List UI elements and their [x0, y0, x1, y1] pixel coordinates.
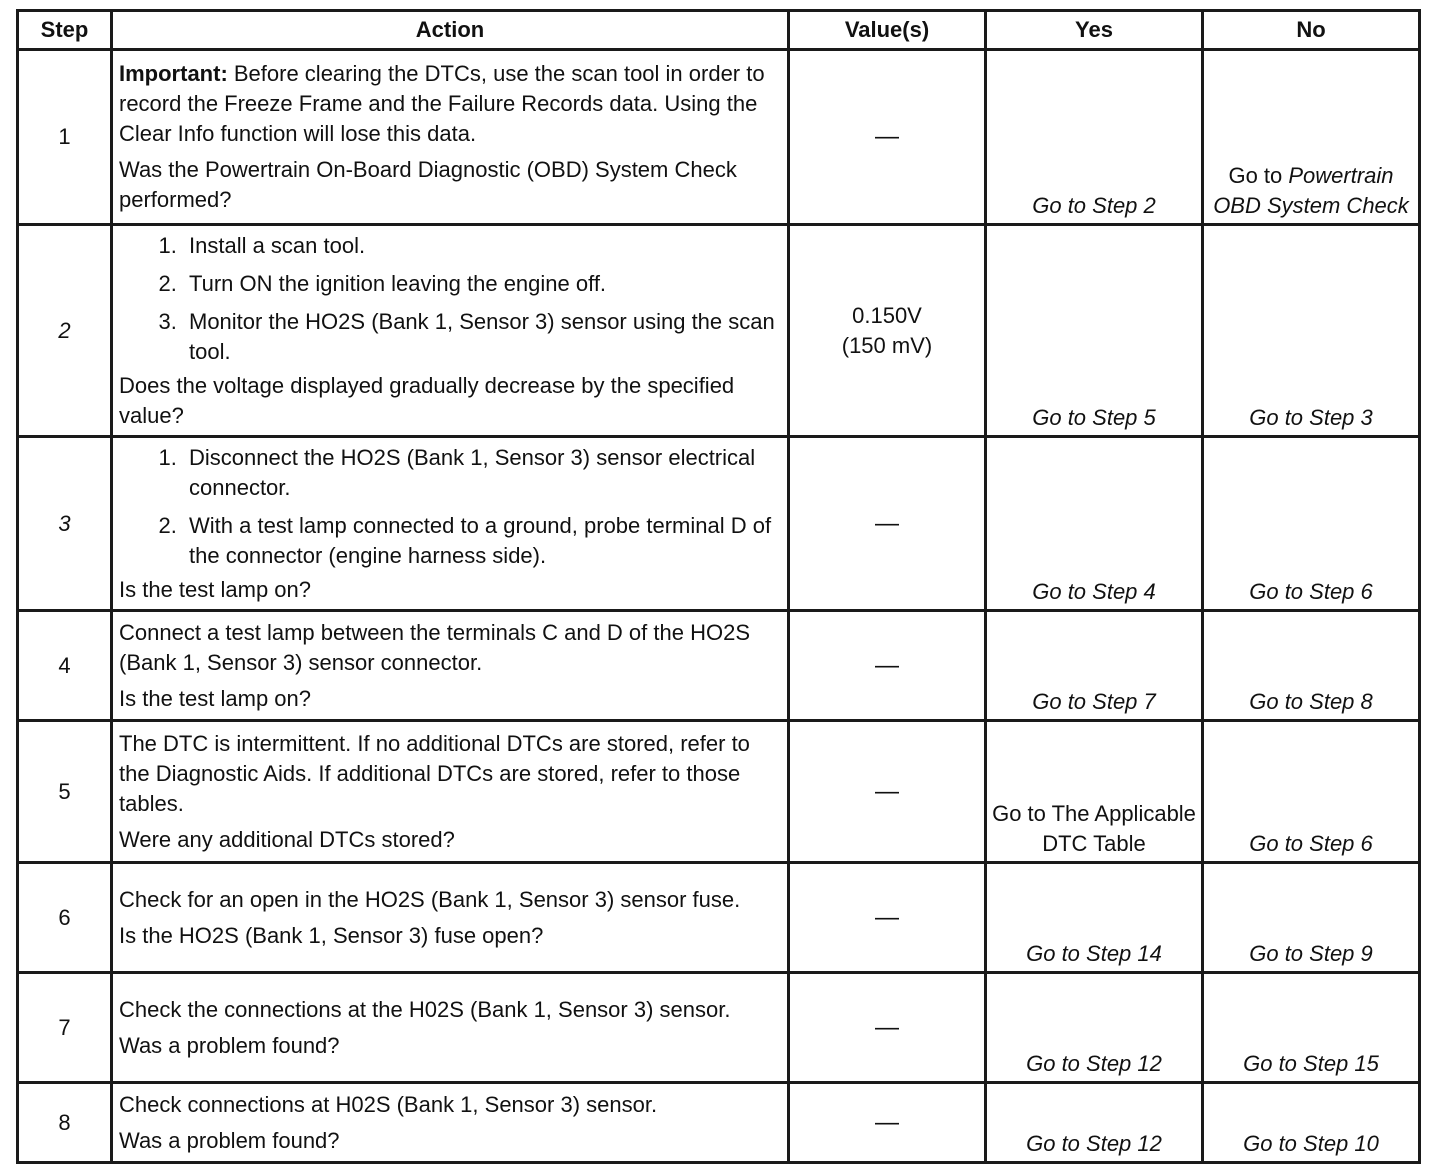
yes-cell[interactable]: Go to Step 12 — [986, 1083, 1203, 1163]
step-number: 3 — [18, 437, 112, 611]
value-cell: — — [789, 50, 986, 225]
action-step-item: 3. Monitor the HO2S (Bank 1, Sensor 3) sensor using the scan tool. — [183, 307, 781, 367]
yes-cell[interactable]: Go to Step 14 — [986, 863, 1203, 973]
step-number: 6 — [18, 863, 112, 973]
no-cell[interactable]: Go to Step 6 — [1203, 721, 1420, 863]
value-cell — [789, 225, 986, 437]
yes-cell[interactable]: Go to Step 7 — [986, 611, 1203, 721]
no-cell[interactable]: Go to Step 15 — [1203, 973, 1420, 1083]
yes-cell[interactable]: Go to Step 2 — [986, 50, 1203, 225]
action-question: Is the test lamp on? — [119, 576, 311, 602]
action-steps — [119, 443, 781, 571]
action-step-item: 2. With a test lamp connected to a ground, probe terminal D of the connector (engine harness side). — [183, 511, 781, 571]
no-cell[interactable] — [1203, 50, 1420, 225]
action-question: Was a problem found? — [119, 1032, 340, 1058]
step-number: 1 — [18, 50, 112, 225]
header-yes: Yes — [986, 11, 1203, 50]
header-values: Value(s) — [789, 11, 986, 50]
no-prefix: Go to — [1228, 163, 1289, 188]
value-volts: 0.150V — [852, 302, 922, 328]
action-step-item: 1. Install a scan tool. — [183, 231, 781, 261]
action-text: Check connections at H02S (Bank 1, Sensor 3) sensor. — [119, 1091, 658, 1117]
yes-cell[interactable]: Go to Step 5 — [986, 225, 1203, 437]
yes-cell[interactable]: Go to The Applicable DTC Table — [986, 721, 1203, 863]
no-cell[interactable]: Go to Step 3 — [1203, 225, 1420, 437]
no-cell[interactable]: Go to Step 6 — [1203, 437, 1420, 611]
action-question: Does the voltage displayed gradually decrease by the specified value? — [119, 372, 735, 428]
action-question: Is the HO2S (Bank 1, Sensor 3) fuse open? — [119, 922, 544, 948]
yes-cell[interactable]: Go to Step 4 — [986, 437, 1203, 611]
action-question: Is the test lamp on? — [119, 685, 311, 711]
table-row — [18, 50, 1420, 225]
action-cell — [112, 225, 789, 437]
table-row — [18, 225, 1420, 437]
action-question: Was a problem found? — [119, 1127, 340, 1153]
action-cell — [112, 721, 789, 863]
value-cell: — — [789, 863, 986, 973]
table-row — [18, 1083, 1420, 1163]
no-cell[interactable]: Go to Step 8 — [1203, 611, 1420, 721]
yes-cell[interactable]: Go to Step 12 — [986, 973, 1203, 1083]
action-cell — [112, 1083, 789, 1163]
table-row — [18, 721, 1420, 863]
action-question: Was the Powertrain On-Board Diagnostic (OBD) System Check performed? — [119, 157, 737, 212]
step-number: 2 — [18, 225, 112, 437]
action-text: Connect a test lamp between the terminals C and D of the HO2S (Bank 1, Sensor 3) sensor connector. — [119, 619, 750, 675]
table-row — [18, 863, 1420, 973]
step-number: 5 — [18, 721, 112, 863]
action-cell — [112, 437, 789, 611]
step-number: 8 — [18, 1083, 112, 1163]
value-millivolts: (150 mV) — [841, 332, 933, 358]
important-label: Important: — [119, 61, 228, 86]
diagnostic-table — [16, 9, 1421, 1164]
action-steps — [119, 231, 781, 367]
value-cell: — — [789, 721, 986, 863]
action-cell — [112, 863, 789, 973]
no-link[interactable]: Powertrain OBD System Check — [1213, 163, 1409, 218]
step-number: 7 — [18, 973, 112, 1083]
table-row — [18, 611, 1420, 721]
action-cell — [112, 50, 789, 225]
table-row — [18, 437, 1420, 611]
important-note — [119, 59, 781, 149]
header-no: No — [1203, 11, 1420, 50]
action-step-item: 2. Turn ON the ignition leaving the engine off. — [183, 269, 781, 299]
action-text: Check for an open in the HO2S (Bank 1, Sensor 3) sensor fuse. — [119, 886, 741, 912]
action-step-item: 1. Disconnect the HO2S (Bank 1, Sensor 3) sensor electrical connector. — [183, 443, 781, 503]
action-text: The DTC is intermittent. If no additional DTCs are stored, refer to the Diagnostic Aids. If additional DTCs are stored, refer to those tables. — [119, 730, 750, 816]
value-cell: — — [789, 1083, 986, 1163]
action-cell — [112, 611, 789, 721]
important-text: Before clearing the DTCs, use the scan tool in order to record the Freeze Frame and the Failure Records data. Using the Clear Info function will lose this data. — [119, 61, 765, 146]
value-cell: — — [789, 611, 986, 721]
header-row — [18, 11, 1420, 50]
no-cell[interactable]: Go to Step 9 — [1203, 863, 1420, 973]
action-text: Check the connections at the H02S (Bank 1, Sensor 3) sensor. — [119, 996, 731, 1022]
action-cell — [112, 973, 789, 1083]
value-cell: — — [789, 437, 986, 611]
header-step: Step — [18, 11, 112, 50]
no-cell[interactable]: Go to Step 10 — [1203, 1083, 1420, 1163]
table-row — [18, 973, 1420, 1083]
action-question: Were any additional DTCs stored? — [119, 826, 455, 852]
header-action: Action — [112, 11, 789, 50]
step-number: 4 — [18, 611, 112, 721]
value-cell: — — [789, 973, 986, 1083]
